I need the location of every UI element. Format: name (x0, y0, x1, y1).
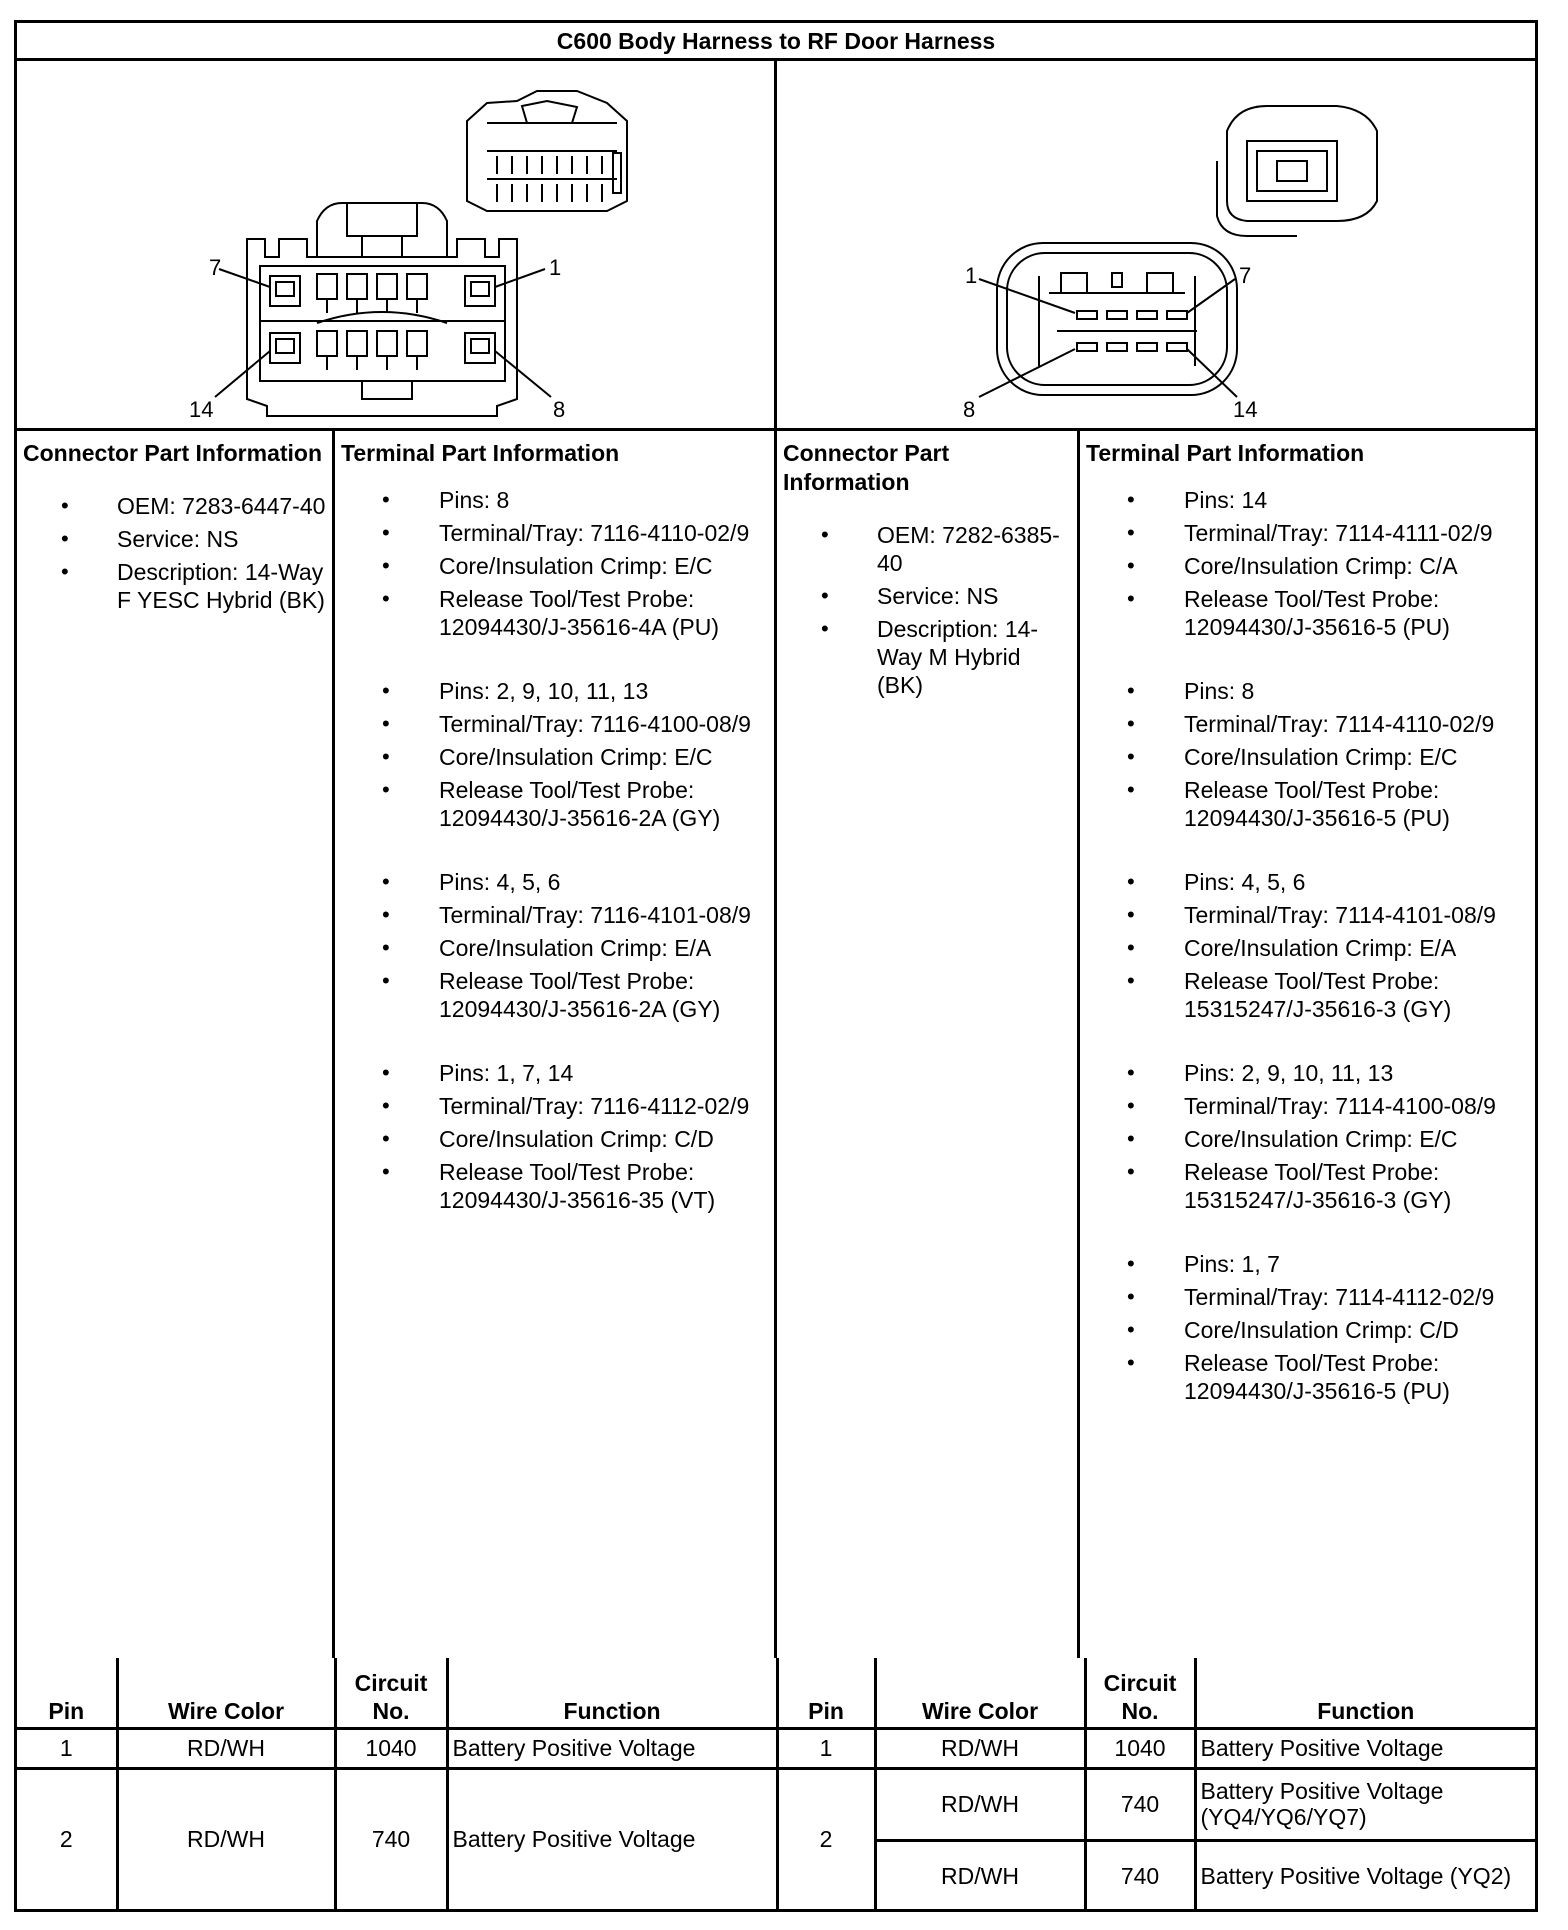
terminal-pins: • Pins: 14 (1184, 486, 1529, 514)
left-terminal-info (335, 431, 777, 1658)
terminal-pins: • Pins: 4, 5, 6 (439, 868, 768, 896)
function-cell: Battery Positive Voltage (447, 1768, 777, 1910)
page-title: C600 Body Harness to RF Door Harness (17, 23, 1535, 61)
header-circuit: Circuit No. (1085, 1658, 1195, 1728)
right-connector-heading: Connector Part Information (783, 440, 950, 495)
left-connector-front-view (215, 203, 551, 416)
terminal-crimp: • Core/Insulation Crimp: C/D (1184, 1316, 1529, 1344)
header-pin: Pin (777, 1658, 875, 1728)
function-cell: Battery Positive Voltage (1195, 1728, 1535, 1768)
terminal-tool: • Release Tool/Test Probe: 12094430/J-35616-5 (PU) (1184, 585, 1529, 641)
header-pin: Pin (17, 1658, 117, 1728)
right-connector-diagram (777, 61, 1535, 431)
left-terminal-group-1 (341, 486, 768, 641)
circuit-cell: 1040 (1085, 1728, 1195, 1768)
left-terminal-heading: Terminal Part Information (341, 440, 620, 466)
left-terminal-group-4 (341, 1059, 768, 1214)
wire-color-cell: RD/WH (875, 1768, 1085, 1840)
terminal-pins: • Pins: 8 (439, 486, 768, 514)
left-pin-label-7: 7 (209, 255, 222, 280)
left-connector-service: • Service: NS (117, 525, 326, 553)
right-pin-label-14: 14 (1233, 397, 1258, 422)
table-row (17, 1728, 1535, 1768)
terminal-crimp: • Core/Insulation Crimp: C/D (439, 1125, 768, 1153)
terminal-tray: • Terminal/Tray: 7114-4101-08/9 (1184, 901, 1529, 929)
terminal-tool: • Release Tool/Test Probe: 12094430/J-35616-5 (PU) (1184, 776, 1529, 832)
header-circuit: Circuit No. (335, 1658, 447, 1728)
left-connector-info (17, 431, 335, 1658)
right-pin-label-8: 8 (963, 397, 976, 422)
table-header-row (17, 1658, 1535, 1728)
terminal-crimp: • Core/Insulation Crimp: E/C (439, 743, 768, 771)
left-connector-diagram (17, 61, 777, 431)
right-connector-drawing (777, 61, 1535, 431)
terminal-pins: • Pins: 8 (1184, 677, 1529, 705)
pin-cell: 1 (777, 1728, 875, 1768)
terminal-tray: • Terminal/Tray: 7114-4110-02/9 (1184, 710, 1529, 738)
function-cell: Battery Positive Voltage (447, 1728, 777, 1768)
left-pin-label-8: 8 (553, 397, 566, 422)
header-wire-color: Wire Color (117, 1658, 335, 1728)
wire-color-cell: RD/WH (117, 1768, 335, 1910)
pin-cell: 2 (777, 1768, 875, 1910)
right-terminal-info (1080, 431, 1535, 1658)
terminal-tray: • Terminal/Tray: 7116-4101-08/9 (439, 901, 768, 929)
right-terminal-heading: Terminal Part Information (1086, 440, 1365, 466)
left-connector-oem: • OEM: 7283-6447-40 (117, 492, 326, 520)
left-connector-list (23, 492, 326, 614)
terminal-crimp: • Core/Insulation Crimp: E/A (439, 934, 768, 962)
right-connector-oem: • OEM: 7282-6385-40 (877, 521, 1071, 577)
terminal-crimp: • Core/Insulation Crimp: C/A (1184, 552, 1529, 580)
circuit-cell: 740 (335, 1768, 447, 1910)
right-terminal-group-3 (1086, 868, 1529, 1023)
terminal-crimp: • Core/Insulation Crimp: E/C (439, 552, 768, 580)
function-cell: Battery Positive Voltage (YQ2) (1195, 1840, 1535, 1910)
left-connector-heading: Connector Part Information (23, 440, 323, 466)
pinout-table (17, 1658, 1535, 1912)
right-connector-description: • Description: 14-Way M Hybrid (BK) (877, 615, 1071, 699)
right-terminal-group-4 (1086, 1059, 1529, 1214)
terminal-tray: • Terminal/Tray: 7116-4112-02/9 (439, 1092, 768, 1120)
terminal-tool: • Release Tool/Test Probe: 15315247/J-35616-3 (GY) (1184, 967, 1529, 1023)
terminal-crimp: • Core/Insulation Crimp: E/C (1184, 1125, 1529, 1153)
terminal-tool: • Release Tool/Test Probe: 12094430/J-35616-4A (PU) (439, 585, 768, 641)
right-pin-label-7: 7 (1239, 263, 1252, 288)
right-connector-list (783, 521, 1071, 699)
terminal-tool: • Release Tool/Test Probe: 12094430/J-35616-2A (GY) (439, 776, 768, 832)
terminal-tool: • Release Tool/Test Probe: 12094430/J-35616-5 (PU) (1184, 1349, 1529, 1405)
table-row (17, 1768, 1535, 1840)
left-pin-label-14: 14 (189, 397, 214, 422)
terminal-pins: • Pins: 1, 7 (1184, 1250, 1529, 1278)
right-connector-service: • Service: NS (877, 582, 1071, 610)
terminal-tray: • Terminal/Tray: 7114-4111-02/9 (1184, 519, 1529, 547)
right-terminal-group-1 (1086, 486, 1529, 641)
terminal-tool: • Release Tool/Test Probe: 12094430/J-35616-2A (GY) (439, 967, 768, 1023)
left-terminal-group-2 (341, 677, 768, 832)
terminal-crimp: • Core/Insulation Crimp: E/C (1184, 743, 1529, 771)
circuit-cell: 740 (1085, 1840, 1195, 1910)
terminal-pins: • Pins: 1, 7, 14 (439, 1059, 768, 1087)
right-connector-iso-thumbnail (1217, 106, 1377, 236)
right-pin-label-1: 1 (965, 263, 978, 288)
right-connector-info (777, 431, 1080, 1658)
left-connector-iso-thumbnail (467, 91, 627, 211)
circuit-cell: 740 (1085, 1768, 1195, 1840)
right-connector-front-view (979, 243, 1237, 397)
terminal-tray: • Terminal/Tray: 7116-4100-08/9 (439, 710, 768, 738)
right-terminal-group-5 (1086, 1250, 1529, 1405)
header-wire-color: Wire Color (875, 1658, 1085, 1728)
wire-color-cell: RD/WH (117, 1728, 335, 1768)
pin-cell: 1 (17, 1728, 117, 1768)
wire-color-cell: RD/WH (875, 1728, 1085, 1768)
terminal-tray: • Terminal/Tray: 7116-4110-02/9 (439, 519, 768, 547)
left-connector-description: • Description: 14-Way F YESC Hybrid (BK) (117, 558, 326, 614)
terminal-pins: • Pins: 2, 9, 10, 11, 13 (1184, 1059, 1529, 1087)
right-terminal-group-2 (1086, 677, 1529, 832)
left-terminal-group-3 (341, 868, 768, 1023)
left-pin-label-1: 1 (549, 255, 562, 280)
left-connector-drawing (17, 61, 777, 431)
terminal-tool: • Release Tool/Test Probe: 12094430/J-35616-35 (VT) (439, 1158, 768, 1214)
terminal-crimp: • Core/Insulation Crimp: E/A (1184, 934, 1529, 962)
terminal-tray: • Terminal/Tray: 7114-4100-08/9 (1184, 1092, 1529, 1120)
terminal-pins: • Pins: 4, 5, 6 (1184, 868, 1529, 896)
terminal-pins: • Pins: 2, 9, 10, 11, 13 (439, 677, 768, 705)
header-function: Function (1195, 1658, 1535, 1728)
wire-color-cell: RD/WH (875, 1840, 1085, 1910)
pin-cell: 2 (17, 1768, 117, 1910)
function-cell: Battery Positive Voltage (YQ4/YQ6/YQ7) (1195, 1768, 1535, 1840)
header-function: Function (447, 1658, 777, 1728)
terminal-tray: • Terminal/Tray: 7114-4112-02/9 (1184, 1283, 1529, 1311)
connector-end-view-sheet (14, 20, 1538, 1912)
circuit-cell: 1040 (335, 1728, 447, 1768)
terminal-tool: • Release Tool/Test Probe: 15315247/J-35616-3 (GY) (1184, 1158, 1529, 1214)
